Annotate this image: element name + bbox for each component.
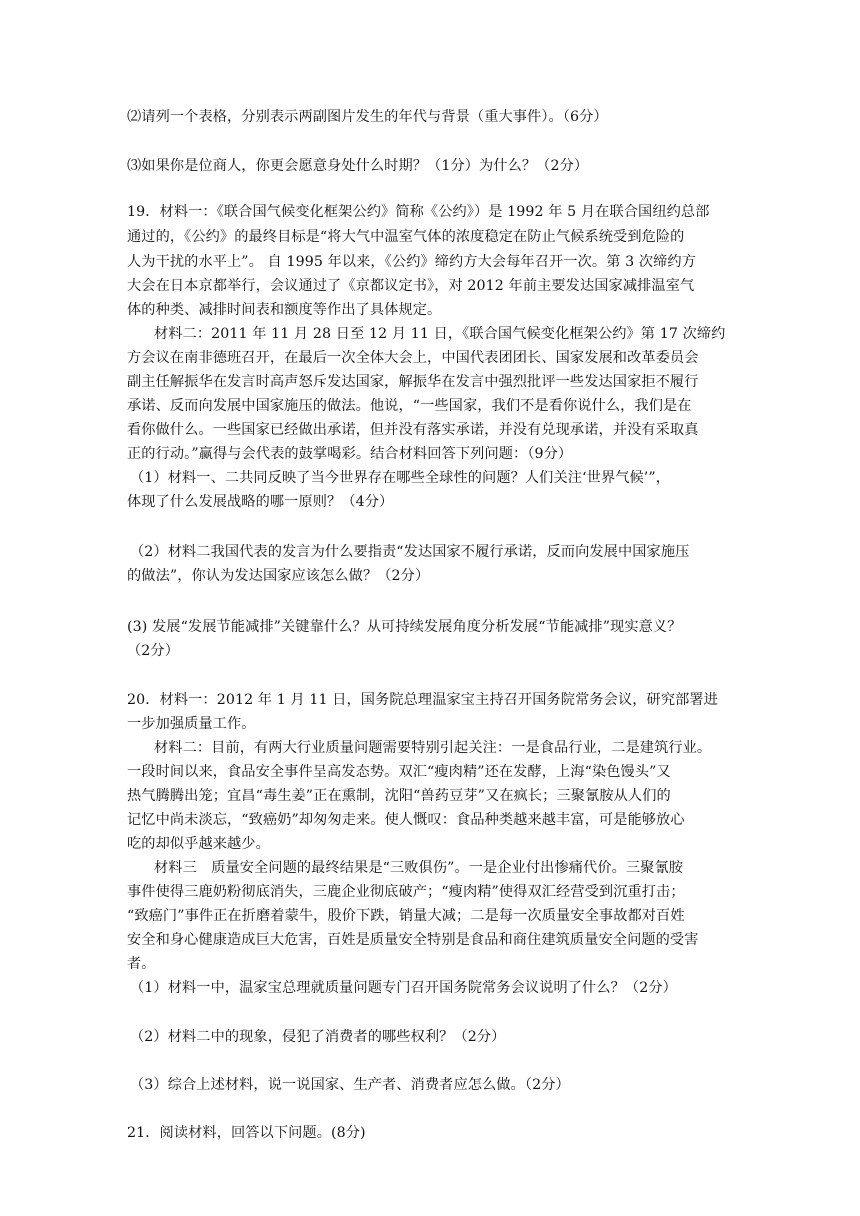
q20-question2: （2）材料二中的现象，侵犯了消费者的哪些权利？（2分） — [130, 1029, 506, 1045]
q19-question1-line1: （1）材料一、二共同反映了当今世界存在哪些全球性的问题？人们关注‘世界气候’”， — [130, 470, 671, 486]
q19-question1-line2: 体现了什么发展战略的哪一原则？（4分） — [127, 494, 394, 510]
q18-part2: ⑵请列一个表格，分别表示两副图片发生的年代与背景（重大事件）。（6分） — [127, 109, 608, 125]
q20-material3-line5: 者。 — [127, 956, 156, 972]
q19-material1-line2: 通过的，《公约》的最终目标是“将大气中温室气体的浓度稳定在防止气候系统受到危险的 — [127, 229, 685, 245]
q19-material1-line3: 人为干扰的水平上”。 自 1995 年以来，《公约》缔约方大会每年召开一次。第 3 次缔约方 — [127, 254, 696, 270]
q20-question3: （3）综合上述材料，说一说国家、生产者、消费者应怎么做。（2分） — [130, 1077, 570, 1093]
q20-material3-line4: 安全和身心健康造成巨大危害，百姓是质量安全特别是食品和商住建筑质量安全问题的受害 — [127, 932, 699, 948]
q20-material2-line2: 一段时间以来，食品安全事件呈高发态势。双汇“瘦肉精”还在发酵，上海“染色馒头”又 — [127, 764, 671, 780]
q20-material1-line1: 20．材料一：2012 年 1 月 11 日，国务院总理温家宝主持召开国务院常务会议，研究部署进 — [127, 692, 718, 708]
q19-question2-line2: 的做法”，你认为发达国家应该怎么做？（2分） — [127, 568, 430, 584]
q19-material1-line1: 19．材料一：《联合国气候变化框架公约》简称《公约》）是 1992 年 5 月在联合国纽约总部 — [127, 204, 710, 220]
q20-material2-line4: 记忆中尚未淡忘，“致癌奶”却匆匆走来。使人慨叹：食品种类越来越丰富，可是能够放心 — [127, 812, 685, 828]
q19-material2-line4: 承诺、反而向发展中国家施压的做法。他说，“一些国家，我们不是看你说什么，我们是在 — [127, 398, 692, 414]
q19-material2-line5: 看你做什么。一些国家已经做出承诺，但并没有落实承诺，并没有兑现承诺，并没有采取真 — [127, 422, 699, 438]
q18-part3: ⑶如果你是位商人，你更会愿意身处什么时期？（1分）为什么？（2分） — [127, 158, 589, 174]
q20-material2-line3: 热气腾腾出笼；宜昌“毒生姜”正在熏制，沈阳“兽药豆芽”又在疯长；三聚氰胺从人们的 — [127, 788, 671, 804]
q19-material2-line3: 副主任解振华在发言时高声怒斥发达国家，解振华在发言中强烈批评一些发达国家拒不履行 — [127, 374, 699, 390]
q20-question1: （1）材料一中，温家宝总理就质量问题专门召开国务院常务会议说明了什么？（2分） — [130, 980, 677, 996]
q20-material2-line5: 吃的却似乎越来越少。 — [127, 836, 270, 852]
q21-intro: 21．阅读材料，回答以下问题。(8分) — [127, 1125, 366, 1141]
q20-material1-line2: 一步加强质量工作。 — [127, 716, 256, 732]
q20-material3-line3: “致癌门”事件正在折磨着蒙牛，股价下跌，销量大减；二是每一次质量安全事故都对百姓 — [127, 908, 685, 924]
q19-question3-line1: (3) 发展“发展节能减排”关键靠什么？从可持续发展角度分析发展“节能减排”现实意义？ — [127, 619, 682, 635]
q19-material2-line2: 方会议在南非德班召开，在最后一次全体大会上，中国代表团团长、国家发展和改革委员会 — [127, 350, 699, 366]
q19-material1-line4: 大会在日本京都举行，会议通过了《京都议定书》，对 2012 年前主要发达国家减排温室气 — [127, 278, 695, 294]
q19-material1-line5: 体的种类、减排时间表和额度等作出了具体规定。 — [127, 302, 442, 318]
q19-question3-line2: （2分） — [127, 643, 179, 659]
q19-question2-line1: （2）材料二我国代表的发言为什么要指责“发达国家不履行承诺，反而向发展中国家施压 — [130, 544, 690, 560]
q20-material3-line1: 材料三 质量安全问题的最终结果是“三败俱伤”。一是企业付出惨痛代价。三聚氰胺 — [154, 860, 684, 876]
q19-material2-line1: 材料二：2011 年 11 月 28 日至 12 月 11 日，《联合国气候变化框架公约》第 17 次缔约 — [154, 326, 726, 342]
q19-material2-line6: 正的行动。”赢得与会代表的鼓掌喝彩。结合材料回答下列问题：（9分） — [127, 446, 573, 462]
q20-material3-line2: 事件使得三鹿奶粉彻底消失，三鹿企业彻底破产；“瘦肉精”使得双汇经营受到沉重打击； — [127, 884, 685, 900]
q20-material2-line1: 材料二：目前，有两大行业质量问题需要特别引起关注：一是食品行业，二是建筑行业。 — [154, 740, 712, 756]
